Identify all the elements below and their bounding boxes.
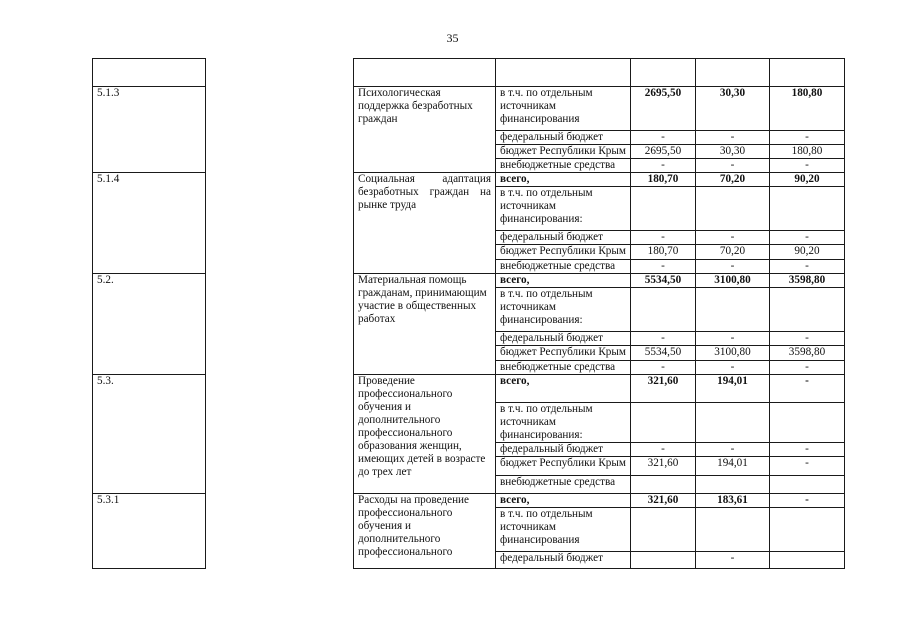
amount-cell-2: - bbox=[695, 159, 769, 173]
amount-cell-2 bbox=[695, 476, 769, 494]
header-cell-value-3 bbox=[769, 59, 844, 87]
funding-source-label: федеральный бюджет bbox=[496, 552, 631, 569]
amount-cell-1: - bbox=[630, 443, 695, 457]
amount-cell-1: - bbox=[630, 260, 695, 274]
table-header-row bbox=[93, 59, 845, 87]
amount-cell-3: 90,20 bbox=[769, 173, 844, 187]
amount-cell-1: 180,70 bbox=[630, 173, 695, 187]
amount-cell-3: - bbox=[769, 159, 844, 173]
amount-cell-1: - bbox=[630, 332, 695, 346]
amount-cell-2: 183,61 bbox=[695, 494, 769, 508]
amount-cell-2 bbox=[695, 187, 769, 231]
amount-cell-3 bbox=[769, 508, 844, 552]
funding-source-label: всего, bbox=[496, 375, 631, 403]
amount-cell-2 bbox=[695, 403, 769, 443]
amount-cell-2: - bbox=[695, 361, 769, 375]
spacer-cell bbox=[206, 173, 354, 274]
amount-cell-3: 180,80 bbox=[769, 145, 844, 159]
spacer-cell bbox=[206, 87, 354, 173]
item-code-cell: 5.1.4 bbox=[93, 173, 206, 274]
header-cell-gap bbox=[206, 59, 354, 87]
amount-cell-1 bbox=[630, 476, 695, 494]
amount-cell-3: - bbox=[769, 457, 844, 476]
header-cell-value-1 bbox=[630, 59, 695, 87]
amount-cell-1: 180,70 bbox=[630, 245, 695, 260]
amount-cell-2: 194,01 bbox=[695, 457, 769, 476]
item-code-cell: 5.3.1 bbox=[93, 494, 206, 569]
header-cell-name bbox=[354, 59, 496, 87]
amount-cell-3: - bbox=[769, 131, 844, 145]
amount-cell-3: 3598,80 bbox=[769, 346, 844, 361]
amount-cell-1: 321,60 bbox=[630, 457, 695, 476]
table-row bbox=[93, 274, 845, 288]
amount-cell-3 bbox=[769, 476, 844, 494]
spacer-cell bbox=[206, 375, 354, 494]
amount-cell-3: - bbox=[769, 332, 844, 346]
spacer-cell bbox=[206, 494, 354, 569]
amount-cell-2: 30,30 bbox=[695, 145, 769, 159]
amount-cell-3: - bbox=[769, 375, 844, 403]
funding-source-label: внебюджетные средства bbox=[496, 361, 631, 375]
funding-source-label: бюджет Республики Крым bbox=[496, 457, 631, 476]
amount-cell-2: - bbox=[695, 260, 769, 274]
amount-cell-3: 180,80 bbox=[769, 87, 844, 131]
amount-cell-3 bbox=[769, 552, 844, 569]
funding-source-label: федеральный бюджет bbox=[496, 443, 631, 457]
item-name-cell: Психологическая поддержка безработных граждан bbox=[354, 87, 496, 173]
amount-cell-1: 2695,50 bbox=[630, 87, 695, 131]
amount-cell-3 bbox=[769, 403, 844, 443]
amount-cell-2: 70,20 bbox=[695, 173, 769, 187]
amount-cell-1: - bbox=[630, 159, 695, 173]
table-row bbox=[93, 494, 845, 508]
funding-source-label: бюджет Республики Крым bbox=[496, 346, 631, 361]
funding-source-label: внебюджетные средства bbox=[496, 159, 631, 173]
amount-cell-1 bbox=[630, 552, 695, 569]
amount-cell-2: 30,30 bbox=[695, 87, 769, 131]
amount-cell-1: 321,60 bbox=[630, 375, 695, 403]
amount-cell-1: 2695,50 bbox=[630, 145, 695, 159]
spacer-cell bbox=[206, 274, 354, 375]
funding-source-label: бюджет Республики Крым bbox=[496, 145, 631, 159]
amount-cell-1: 5534,50 bbox=[630, 274, 695, 288]
amount-cell-3: - bbox=[769, 231, 844, 245]
header-cell-source bbox=[496, 59, 631, 87]
amount-cell-1: - bbox=[630, 361, 695, 375]
amount-cell-1: 5534,50 bbox=[630, 346, 695, 361]
amount-cell-2: 3100,80 bbox=[695, 274, 769, 288]
funding-source-label: в т.ч. по отдельным источникам финансирования: bbox=[496, 187, 631, 231]
amount-cell-2: 70,20 bbox=[695, 245, 769, 260]
amount-cell-2: 194,01 bbox=[695, 375, 769, 403]
header-cell-value-2 bbox=[695, 59, 769, 87]
header-cell-code bbox=[93, 59, 206, 87]
funding-source-label: в т.ч. по отдельным источникам финансирования: bbox=[496, 403, 631, 443]
amount-cell-1 bbox=[630, 187, 695, 231]
table-row bbox=[93, 173, 845, 187]
page-number: 35 bbox=[446, 31, 459, 45]
funding-source-label: федеральный бюджет bbox=[496, 131, 631, 145]
table-row bbox=[93, 375, 845, 403]
funding-source-label: всего, bbox=[496, 274, 631, 288]
amount-cell-2: - bbox=[695, 443, 769, 457]
amount-cell-2: - bbox=[695, 231, 769, 245]
amount-cell-2: 3100,80 bbox=[695, 346, 769, 361]
amount-cell-1: - bbox=[630, 231, 695, 245]
budget-table-body bbox=[93, 59, 845, 569]
funding-source-label: внебюджетные средства bbox=[496, 260, 631, 274]
amount-cell-3: - bbox=[769, 494, 844, 508]
item-name-cell: Расходы на проведение профессионального обучения и дополнительного профессионального bbox=[354, 494, 496, 569]
amount-cell-3 bbox=[769, 288, 844, 332]
amount-cell-1: 321,60 bbox=[630, 494, 695, 508]
amount-cell-3: - bbox=[769, 443, 844, 457]
funding-source-label: бюджет Республики Крым bbox=[496, 245, 631, 260]
amount-cell-3: - bbox=[769, 260, 844, 274]
amount-cell-3: 90,20 bbox=[769, 245, 844, 260]
funding-source-label: федеральный бюджет bbox=[496, 332, 631, 346]
amount-cell-1 bbox=[630, 403, 695, 443]
funding-source-label: в т.ч. по отдельным источникам финансирования bbox=[496, 87, 631, 131]
budget-table bbox=[92, 58, 845, 569]
item-name-cell: Социальная адаптация безработных граждан на рынке труда bbox=[354, 173, 496, 274]
amount-cell-2: - bbox=[695, 332, 769, 346]
amount-cell-2 bbox=[695, 508, 769, 552]
funding-source-label: всего, bbox=[496, 494, 631, 508]
amount-cell-3: 3598,80 bbox=[769, 274, 844, 288]
amount-cell-1: - bbox=[630, 131, 695, 145]
item-code-cell: 5.2. bbox=[93, 274, 206, 375]
item-code-cell: 5.1.3 bbox=[93, 87, 206, 173]
item-code-cell: 5.3. bbox=[93, 375, 206, 494]
amount-cell-3 bbox=[769, 187, 844, 231]
funding-source-label: внебюджетные средства bbox=[496, 476, 631, 494]
funding-source-label: федеральный бюджет bbox=[496, 231, 631, 245]
amount-cell-2: - bbox=[695, 552, 769, 569]
amount-cell-1 bbox=[630, 288, 695, 332]
funding-source-label: в т.ч. по отдельным источникам финансирования bbox=[496, 508, 631, 552]
amount-cell-1 bbox=[630, 508, 695, 552]
item-name-cell: Проведение профессионального обучения и дополнительного профессионального образования женщин, имеющих детей в возрасте до трех лет bbox=[354, 375, 496, 494]
funding-source-label: в т.ч. по отдельным источникам финансирования: bbox=[496, 288, 631, 332]
amount-cell-3: - bbox=[769, 361, 844, 375]
item-name-cell: Материальная помощь гражданам, принимающим участие в общественных работах bbox=[354, 274, 496, 375]
amount-cell-2: - bbox=[695, 131, 769, 145]
table-row bbox=[93, 87, 845, 131]
funding-source-label: всего, bbox=[496, 173, 631, 187]
amount-cell-2 bbox=[695, 288, 769, 332]
